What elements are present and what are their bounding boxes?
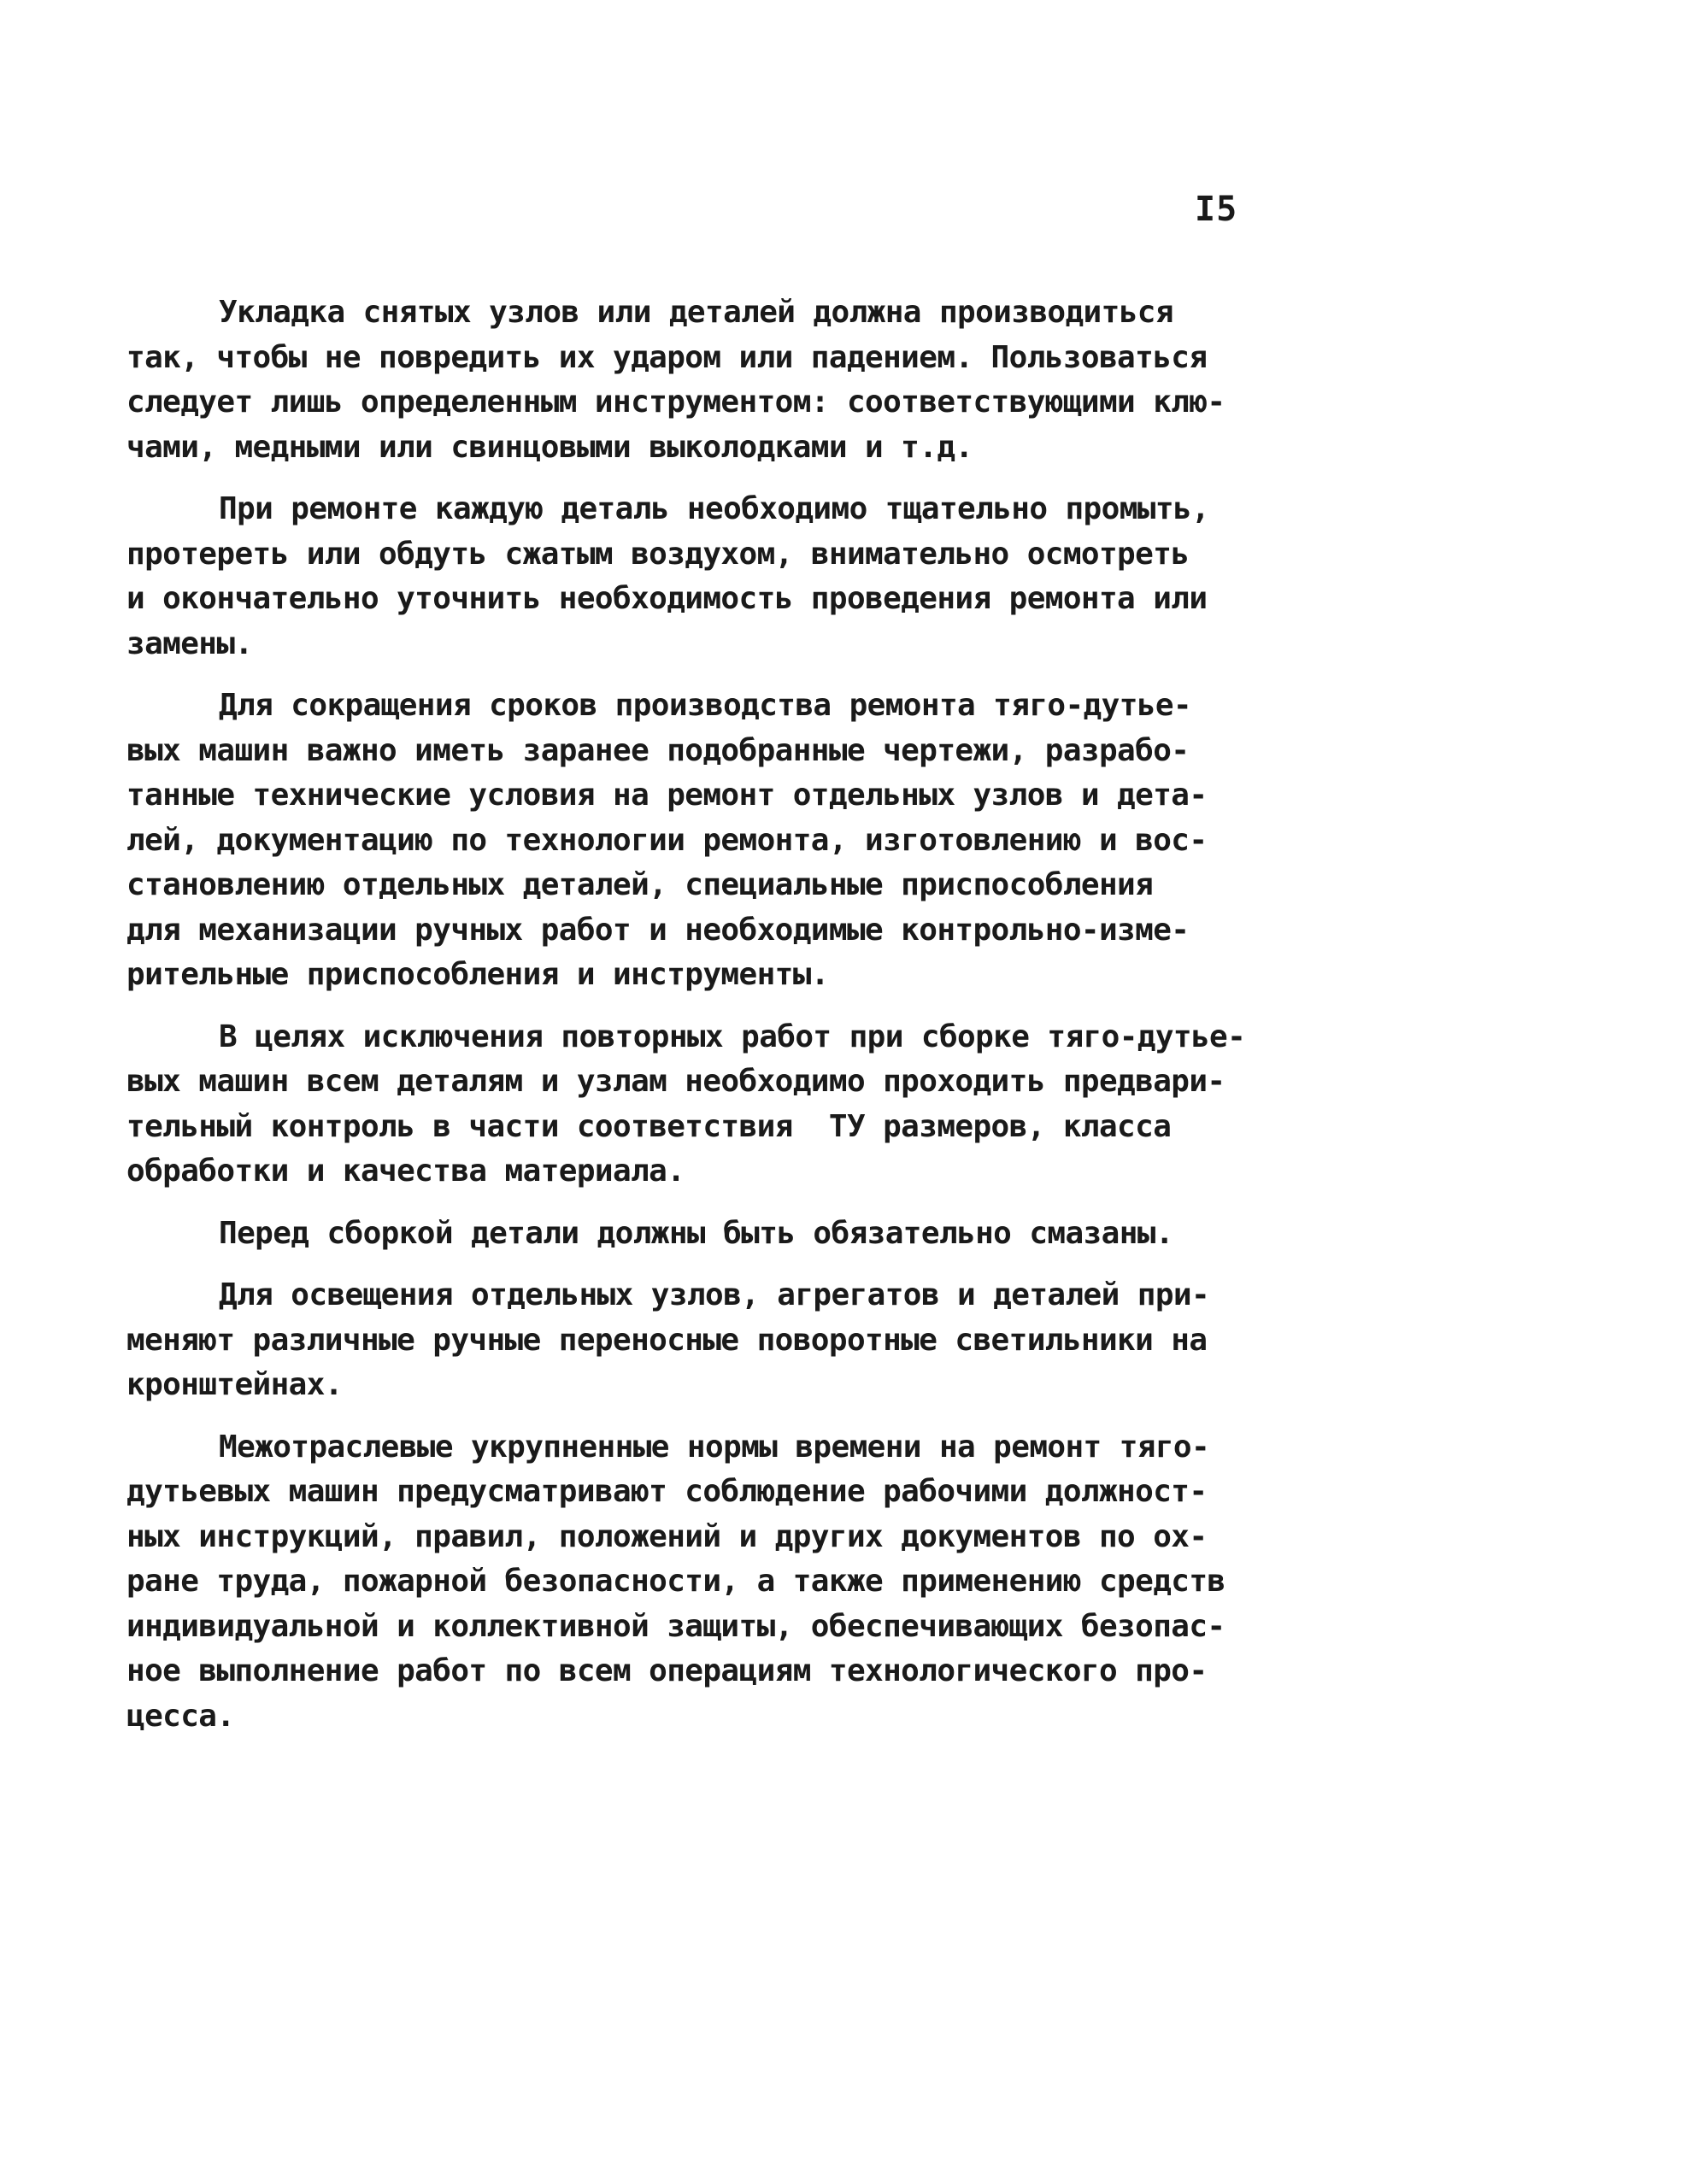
text-line: тельный контроль в части соответствия ТУ размеров, класса	[126, 1108, 1172, 1144]
text-line: цесса.	[126, 1698, 235, 1734]
text-line: замены.	[126, 625, 253, 661]
text-line: дутьевых машин предусматривают соблюдение рабочими должност-	[126, 1474, 1208, 1509]
text-line: лей, документацию по технологии ремонта, изготовлению и вос-	[126, 822, 1208, 858]
text-line: Перед сборкой детали должны быть обязательно смазаны.	[219, 1215, 1173, 1251]
text-line: рительные приспособления и инструменты.	[126, 957, 829, 992]
text-line: кронштейнах.	[126, 1367, 343, 1402]
text-line: Для освещения отдельных узлов, агрегатов и деталей при-	[219, 1277, 1210, 1312]
paragraph	[126, 487, 1297, 666]
text-line: обработки и качества материала.	[126, 1154, 685, 1189]
paragraph	[126, 291, 1297, 470]
paragraph	[126, 1015, 1297, 1195]
text-line: Межотраслевые укрупненные нормы времени на ремонт тяго-	[219, 1429, 1210, 1465]
paragraph	[126, 684, 1297, 998]
text-line: В целях исключения повторных работ при сборке тяго-дутье-	[219, 1019, 1246, 1054]
paragraph	[126, 1273, 1297, 1408]
text-line: индивидуальной и коллективной защиты, обеспечивающих безопас-	[126, 1608, 1225, 1644]
text-line: так, чтобы не повредить их ударом или падением. Пользоваться	[126, 339, 1208, 375]
text-line: протереть или обдуть сжатым воздухом, внимательно осмотреть	[126, 536, 1190, 572]
text-line: танные технические условия на ремонт отдельных узлов и дета-	[126, 778, 1208, 813]
text-line: и окончательно уточнить необходимость проведения ремонта или	[126, 581, 1208, 616]
paragraph	[126, 1212, 1297, 1257]
text-line: ных инструкций, правил, положений и других документов по ох-	[126, 1518, 1208, 1554]
text-line: Укладка снятых узлов или деталей должна производиться	[219, 295, 1173, 330]
text-line: ране труда, пожарной безопасности, а также применению средств	[126, 1564, 1225, 1599]
text-line: чами, медными или свинцовыми выколодками и т.д.	[126, 429, 973, 465]
text-line: вых машин всем деталям и узлам необходимо проходить предвари-	[126, 1064, 1225, 1099]
text-line: Для сокращения сроков производства ремонта тяго-дутье-	[219, 688, 1191, 723]
page-number: I5	[1195, 190, 1238, 229]
text-line: При ремонте каждую деталь необходимо тщательно промыть,	[219, 491, 1210, 526]
text-line: ное выполнение работ по всем операциям технологического про-	[126, 1653, 1208, 1688]
text-line: становлению отдельных деталей, специальные приспособления	[126, 867, 1154, 902]
text-line: вых машин важно иметь заранее подобранные чертежи, разрабо-	[126, 732, 1190, 768]
text-line: следует лишь определенным инструментом: соответствующими клю-	[126, 385, 1225, 420]
text-line: меняют различные ручные переносные поворотные светильники на	[126, 1322, 1208, 1358]
body-text	[126, 291, 1297, 1756]
text-line: для механизации ручных работ и необходимые контрольно-изме-	[126, 912, 1190, 948]
paragraph	[126, 1425, 1297, 1740]
